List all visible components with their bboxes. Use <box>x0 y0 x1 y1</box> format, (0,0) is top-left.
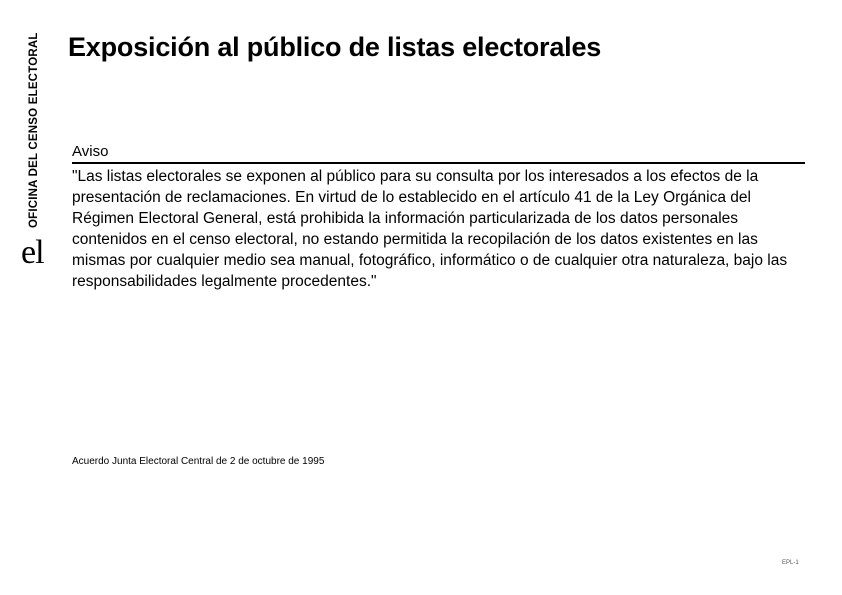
notice-body: "Las listas electorales se exponen al público para su consulta por los interesados a los efectos de la presentación de reclamaciones. En virtud de lo establecido en el artículo 41 de la Ley Orgánica del Régimen Electoral General, está prohibida la información particularizada de los datos personales contenidos en el censo electoral, no estando permitida la recopilación de los datos existentes en las mismas por cualquier medio sea manual, fotográfico, informático o de cualquier otra naturaleza, bajo las responsabilidades legalmente procedentes." <box>72 168 788 290</box>
notice-heading: Aviso <box>72 143 805 164</box>
page-title: Exposición al público de listas electorales <box>68 32 602 62</box>
organization-logo: el <box>21 234 44 271</box>
organization-name: OFICINA DEL CENSO ELECTORAL <box>28 32 40 228</box>
page-code: EPL-1 <box>782 560 799 566</box>
source-footnote: Acuerdo Junta Electoral Central de 2 de octubre de 1995 <box>72 456 325 467</box>
